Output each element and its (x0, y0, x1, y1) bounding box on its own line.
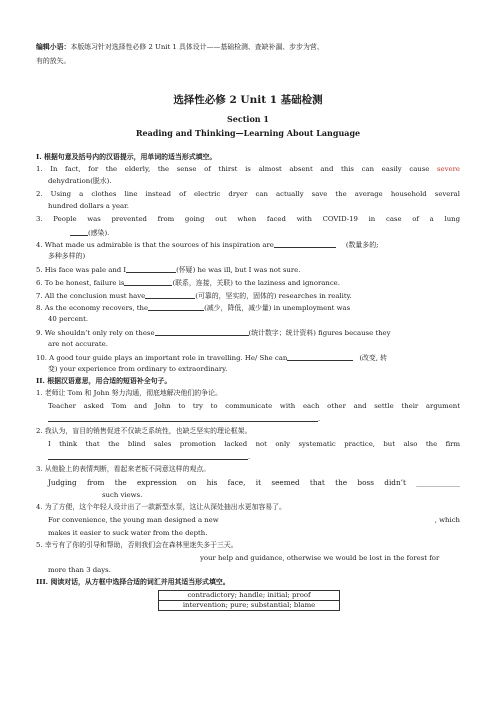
p2-q5-blank (48, 554, 200, 561)
q5-blank (126, 265, 176, 273)
editor-note-text: 本版练习针对选择性必修 2 Unit 1 具体设计——基础检测、查缺补漏、步步为营、 (70, 43, 324, 51)
editor-note-cont: 有的放矢。 (36, 57, 71, 65)
q3-line2: (感染). (70, 228, 109, 238)
q7: 7. All the conclusion must have (可靠的，坚实的，固体的) researches in reality. (36, 292, 352, 300)
p2-q3-en: Judging from the expression on his face, it seemed that the boss didn’t ____________ (48, 478, 460, 487)
p2-q2-en: I think that the blind sales promotion lacked not only systematic practice, but also the firm (48, 440, 460, 448)
p2-q2-blank (48, 452, 248, 460)
q3-blank (70, 228, 88, 236)
p2-q5-en: your help and guidance, otherwise we would be lost in the forest for (48, 554, 439, 563)
q3-line1: 3. People was prevented from going out when faced with COVID-19 in case of a lung (36, 215, 460, 223)
p2-q4-en: For convenience, the young man designed a new , which (48, 516, 460, 524)
q6-blank (124, 278, 172, 286)
q4-blank (274, 240, 336, 248)
q9-blank (155, 328, 249, 336)
q7-blank (145, 291, 195, 299)
q9-line2: are not accurate. (48, 340, 108, 348)
q8-blank (148, 303, 204, 311)
p2-q4-cn: 4. 为了方便，这个年轻人设计出了一款新型水泵，这让从深处抽出水更加容易了。 (36, 503, 286, 511)
word-box-line-2: intervention; pure; substantial; blame (182, 601, 316, 609)
part2-heading: II. 根据汉语意思，用合适的短语补全句子。 (36, 377, 172, 385)
p2-q1-cn: 1. 老师让 Tom 和 John 努力沟通，彻底地解决他们的争论。 (36, 389, 222, 397)
p2-q2-cn: 2. 我认为，盲目的销售促进不仅缺乏系统性，也缺乏坚实的理论框架。 (36, 427, 252, 435)
p2-q5-cn: 5. 幸亏有了你的引导和帮助，否则我们会在森林里迷失多于三天。 (36, 541, 238, 549)
q6: 6. To be honest, failure is (联系，连接，关联) to the laziness and ignorance. (36, 279, 340, 287)
q2-line2: hundred dollars a year. (48, 202, 129, 210)
q10-blank (287, 353, 353, 361)
editor-note-label: 编辑小语： (36, 43, 71, 51)
q1-red-word: severe (437, 165, 460, 173)
p2-q1-en: Teacher asked Tom and John to try to communicate with each other and settle their argument (48, 402, 460, 410)
p2-q5-line2: more than 3 days. (48, 566, 111, 574)
q8-line1: 8. As the economy recovers, the (减少，降低，减少量) in unemployment was (36, 304, 351, 312)
word-box-line-1: contradictory; handle; initial; proof (159, 591, 339, 601)
p2-q2-line: . (48, 452, 250, 462)
q10-line1: 10. A good tour guide plays an important role in travelling. He/ She can (改变, 转 (36, 354, 388, 362)
q2-line1: 2. Using a clothes line instead of electric dryer can actually save the average household several (36, 190, 460, 198)
p2-q3-line2: such views. (102, 491, 143, 499)
p2-q1-blank (48, 414, 318, 422)
editor-note (36, 43, 324, 52)
part3-heading: III. 阅读对话，从方框中选择合适的词汇并用其适当形式填空。 (36, 578, 230, 586)
p2-q1-line: . (48, 414, 320, 424)
page-title: 选择性必修 2 Unit 1 基础检测 (173, 94, 323, 106)
q9-line1: 9. We shouldn’t only rely on these (统计数字；统计资料) figures because they (36, 329, 391, 337)
q4-line2: 多种多样的) (48, 252, 86, 260)
q10-line2: 变) your experience from ordinary to extraordinary. (48, 365, 228, 373)
q1-line2: dehydration(脱水). (48, 177, 112, 185)
word-box (158, 590, 340, 611)
q4-line1: 4. What made us admirable is that the sources of his inspiration are (数量多的; (36, 241, 379, 249)
q5: 5. His face was pale and I (怀疑) he was ill, but I was not sure. (36, 266, 301, 274)
q1-line1: 1. In fact, for the elderly, the sense of thirst is almost absent and this can easily cause severe (36, 165, 460, 173)
q8-line2: 40 percent. (48, 315, 89, 323)
p2-q3-cn: 3. 从他脸上的表情判断，看起来老板不同意这样的观点。 (36, 465, 211, 473)
section-title: Section 1 (227, 114, 269, 124)
lesson-subtitle: Reading and Thinking—Learning About Language (135, 128, 361, 138)
part1-heading: I. 根据句意及括号内的汉语提示，用单词的适当形式填空。 (36, 153, 217, 161)
p2-q4-line2: makes it easier to suck water from the depth. (48, 529, 208, 537)
